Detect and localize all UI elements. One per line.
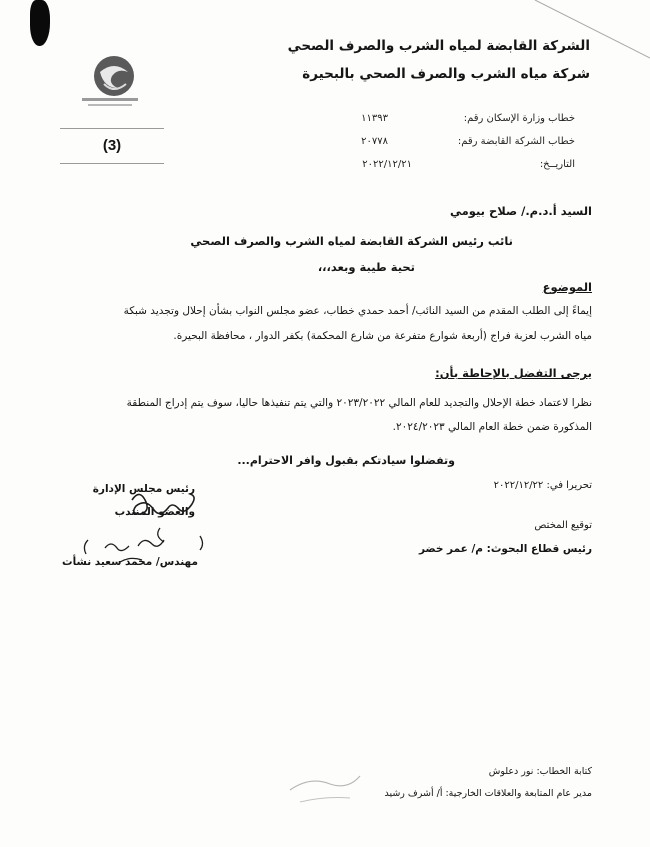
request-heading: يرجى التفضل بالإحاطة بأن:	[435, 366, 592, 380]
addressee-name: السيد أ.د.م./ صلاح بيومي	[450, 204, 592, 218]
subject-line: مياه الشرب لعزبة فراج (أربعة شوارع متفرعة من شارع المحكمة) بكفر الدوار ، محافظة البحيرة.	[173, 330, 592, 342]
holding-letter-label: خطاب الشركة القابضة رقم:	[457, 136, 575, 147]
ministry-letter-label: خطاب وزارة الإسكان رقم:	[463, 113, 575, 124]
director-line: مدير عام المتابعة والعلاقات الخارجية: أ/ أشرف رشيد	[384, 788, 592, 799]
holding-letter-number: ٢٠٧٧٨	[361, 136, 388, 147]
greeting: تحية طيبة وبعد،،،	[317, 260, 415, 274]
request-line: نظرا لاعتماد خطة الإحلال والتجديد للعام المالي ٢٠٢٣/٢٠٢٢ والتي يتم تنفيذها حاليا، سوف يتم إدراج المنطقة	[126, 397, 592, 409]
closing-phrase: وتفضلوا سيادتكم بقبول وافر الاحترام...	[237, 454, 455, 467]
regional-company-name: شركة مياه الشرب والصرف الصحي بالبحيرة	[302, 66, 590, 82]
chairman-title: رئيس مجلس الإدارة	[92, 483, 195, 495]
written-on-date: تحريرا في: ٢٠٢٢/١٢/٢٢	[493, 480, 592, 491]
chairman-title-2: والعضو المنتدب	[114, 506, 195, 518]
subject-heading: الموضوع	[542, 280, 592, 294]
holding-company-name: الشركة القابضة لمياه الشرب والصرف الصحي	[287, 38, 590, 54]
document-number-box: (3)	[60, 128, 164, 164]
letter-date: ٢٠٢٢/١٢/٢١	[362, 159, 412, 170]
typist-line: كتابة الخطاب: نور دعلوش	[488, 766, 592, 777]
specialist-name: رئيس قطاع البحوث: م/ عمر خضر	[418, 543, 592, 555]
addressee-title: نائب رئيس الشركة القابضة لمياه الشرب والصرف الصحي	[190, 234, 513, 248]
ministry-letter-number: ١١٣٩٣	[361, 113, 388, 124]
subject-line: إيماءً إلى الطلب المقدم من السيد النائب/ أحمد حمدي خطاب، عضو مجلس النواب بشأن إحلال وتجديد شبكة	[123, 305, 592, 317]
request-line: المذكورة ضمن خطة العام المالي ٢٠٢٤/٢٠٢٣.	[392, 421, 592, 433]
specialist-signature-label: توقيع المختص	[534, 520, 592, 531]
date-label: التاريــخ:	[539, 159, 575, 170]
chairman-name: مهندس/ محمد سعيد نشأت	[62, 556, 198, 568]
